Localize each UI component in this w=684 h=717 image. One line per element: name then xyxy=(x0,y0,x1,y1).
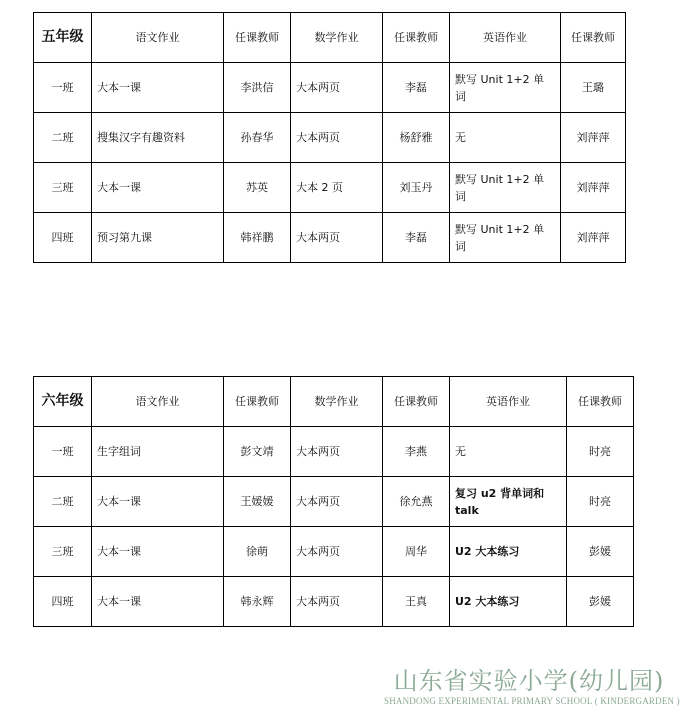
class-cell: 三班 xyxy=(34,527,92,577)
chinese-hw-cell: 搜集汉字有趣资料 xyxy=(92,113,224,163)
chinese-teacher-cell: 李洪信 xyxy=(224,63,291,113)
grade-title: 六年级 xyxy=(34,377,92,427)
header-english-hw: 英语作业 xyxy=(450,377,567,427)
grade5-homework-table xyxy=(33,12,626,263)
class-cell: 二班 xyxy=(34,477,92,527)
table-row xyxy=(34,63,626,113)
school-name-english: SHANDONG EXPERIMENTAL PRIMARY SCHOOL ( KINDERGARDEN ) xyxy=(384,696,680,706)
table-row xyxy=(34,163,626,213)
english-hw-cell: 无 xyxy=(450,427,567,477)
class-cell: 四班 xyxy=(34,213,92,263)
grade6-homework-table xyxy=(33,376,634,627)
math-teacher-cell: 徐允燕 xyxy=(383,477,450,527)
header-chinese-hw: 语文作业 xyxy=(92,377,224,427)
header-math-teacher: 任课教师 xyxy=(383,377,450,427)
math-hw-cell: 大本两页 xyxy=(291,113,383,163)
class-cell: 二班 xyxy=(34,113,92,163)
class-cell: 一班 xyxy=(34,63,92,113)
math-hw-cell: 大本 2 页 xyxy=(291,163,383,213)
header-chinese-hw: 语文作业 xyxy=(92,13,224,63)
english-hw-cell: 无 xyxy=(450,113,561,163)
math-teacher-cell: 李磊 xyxy=(383,63,450,113)
header-math-hw: 数学作业 xyxy=(291,13,383,63)
class-cell: 一班 xyxy=(34,427,92,477)
header-english-hw: 英语作业 xyxy=(450,13,561,63)
math-hw-cell: 大本两页 xyxy=(291,577,383,627)
math-hw-cell: 大本两页 xyxy=(291,477,383,527)
english-hw-cell: 默写 Unit 1+2 单词 xyxy=(450,163,561,213)
math-teacher-cell: 周华 xyxy=(383,527,450,577)
english-teacher-cell: 刘萍萍 xyxy=(561,213,626,263)
english-hw-cell: 复习 u2 背单词和 talk xyxy=(450,477,567,527)
english-hw-cell: U2 大本练习 xyxy=(450,577,567,627)
math-hw-cell: 大本两页 xyxy=(291,427,383,477)
math-hw-cell: 大本两页 xyxy=(291,213,383,263)
table-header-row xyxy=(34,13,626,63)
table-header-row xyxy=(34,377,634,427)
math-teacher-cell: 刘玉丹 xyxy=(383,163,450,213)
chinese-hw-cell: 预习第九课 xyxy=(92,213,224,263)
table-row xyxy=(34,113,626,163)
math-hw-cell: 大本两页 xyxy=(291,527,383,577)
english-teacher-cell: 彭媛 xyxy=(567,527,634,577)
header-math-teacher: 任课教师 xyxy=(383,13,450,63)
english-hw-cell: 默写 Unit 1+2 单词 xyxy=(450,213,561,263)
chinese-hw-cell: 大本一课 xyxy=(92,477,224,527)
chinese-hw-cell: 大本一课 xyxy=(92,527,224,577)
table-row xyxy=(34,427,634,477)
school-logo xyxy=(384,666,680,707)
math-teacher-cell: 李磊 xyxy=(383,213,450,263)
math-teacher-cell: 杨舒雅 xyxy=(383,113,450,163)
grade-title: 五年级 xyxy=(34,13,92,63)
chinese-hw-cell: 大本一课 xyxy=(92,577,224,627)
header-english-teacher: 任课教师 xyxy=(567,377,634,427)
math-teacher-cell: 王真 xyxy=(383,577,450,627)
chinese-teacher-cell: 彭文靖 xyxy=(224,427,291,477)
header-math-hw: 数学作业 xyxy=(291,377,383,427)
math-hw-cell: 大本两页 xyxy=(291,63,383,113)
table-row xyxy=(34,577,634,627)
chinese-hw-cell: 生字组词 xyxy=(92,427,224,477)
math-teacher-cell: 李燕 xyxy=(383,427,450,477)
chinese-teacher-cell: 徐萌 xyxy=(224,527,291,577)
chinese-teacher-cell: 苏英 xyxy=(224,163,291,213)
english-hw-cell: U2 大本练习 xyxy=(450,527,567,577)
english-teacher-cell: 时亮 xyxy=(567,477,634,527)
class-cell: 三班 xyxy=(34,163,92,213)
chinese-teacher-cell: 韩祥鹏 xyxy=(224,213,291,263)
english-teacher-cell: 刘萍萍 xyxy=(561,113,626,163)
english-teacher-cell: 时亮 xyxy=(567,427,634,477)
chinese-teacher-cell: 王媛媛 xyxy=(224,477,291,527)
header-chinese-teacher: 任课教师 xyxy=(224,13,291,63)
table-row xyxy=(34,477,634,527)
header-chinese-teacher: 任课教师 xyxy=(224,377,291,427)
english-teacher-cell: 刘萍萍 xyxy=(561,163,626,213)
table-row xyxy=(34,527,634,577)
chinese-hw-cell: 大本一课 xyxy=(92,63,224,113)
header-english-teacher: 任课教师 xyxy=(561,13,626,63)
english-hw-cell: 默写 Unit 1+2 单词 xyxy=(450,63,561,113)
class-cell: 四班 xyxy=(34,577,92,627)
table-row xyxy=(34,213,626,263)
school-name-chinese: 山东省实验小学(幼儿园) xyxy=(393,667,665,695)
english-teacher-cell: 王璐 xyxy=(561,63,626,113)
chinese-teacher-cell: 韩永辉 xyxy=(224,577,291,627)
chinese-hw-cell: 大本一课 xyxy=(92,163,224,213)
english-teacher-cell: 彭媛 xyxy=(567,577,634,627)
chinese-teacher-cell: 孙春华 xyxy=(224,113,291,163)
